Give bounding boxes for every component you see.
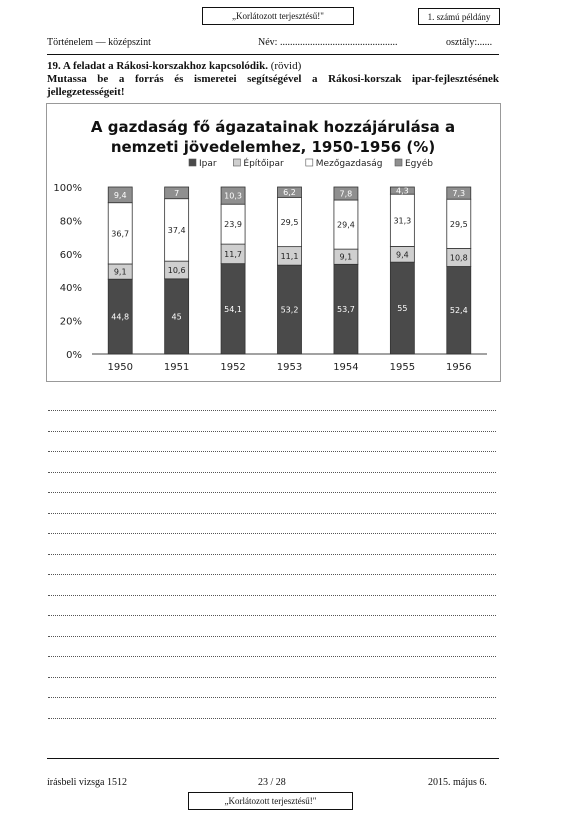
exam-id: írásbeli vizsga 1512: [47, 777, 127, 788]
data-label: 31,3: [393, 216, 412, 226]
legend-swatch-0: [189, 159, 196, 166]
y-tick-label: 40%: [59, 283, 82, 295]
answer-line[interactable]: [48, 554, 496, 555]
data-label: 53,2: [280, 305, 299, 315]
x-tick-label: 1955: [389, 362, 416, 373]
y-tick-label: 20%: [59, 316, 82, 328]
y-tick-label: 60%: [59, 249, 82, 261]
answer-line[interactable]: [48, 636, 496, 637]
task-title-note: (rövid): [267, 60, 302, 72]
restricted-distribution-banner: „Korlátozott terjesztésű!": [202, 7, 354, 25]
data-label: 54,1: [224, 304, 242, 314]
data-label: 36,7: [111, 229, 130, 239]
data-label: 37,4: [167, 225, 186, 235]
task-block: [47, 60, 499, 99]
y-tick-label: 80%: [59, 216, 82, 228]
x-tick-label: 1953: [276, 362, 303, 373]
x-tick-label: 1952: [220, 362, 246, 373]
answer-line[interactable]: [48, 595, 496, 596]
x-tick-label: 1954: [333, 362, 359, 373]
data-label: 23,9: [224, 220, 242, 230]
legend-swatch-2: [306, 159, 313, 166]
y-tick-label: 0%: [66, 350, 82, 361]
data-label: 10,8: [449, 253, 468, 263]
answer-line[interactable]: [48, 718, 496, 719]
data-label: 9,4: [113, 190, 127, 200]
chart-title-line-2: nemzeti jövedelemhez, 1950-1956 (%): [110, 138, 436, 156]
data-label: 44,8: [111, 312, 130, 322]
data-label: 52,4: [449, 306, 468, 316]
task-question: [47, 73, 499, 99]
restricted-distribution-banner-bottom: „Korlátozott terjesztésű!": [188, 792, 353, 810]
answer-line[interactable]: [48, 492, 496, 493]
answer-line[interactable]: [48, 533, 496, 534]
y-tick-label: 100%: [53, 183, 82, 194]
answer-line[interactable]: [48, 574, 496, 575]
legend-swatch-3: [395, 159, 402, 166]
data-label: 10,6: [167, 265, 186, 275]
data-label: 29,4: [337, 220, 355, 230]
data-label: 9,4: [395, 250, 409, 260]
data-label: 29,5: [449, 219, 468, 229]
data-label: 55: [397, 304, 408, 314]
answer-line[interactable]: [48, 656, 496, 657]
data-label: 11,7: [224, 249, 242, 259]
answer-line[interactable]: [48, 472, 496, 473]
x-tick-label: 1951: [163, 362, 190, 373]
data-label: 53,7: [337, 305, 355, 315]
header-rule: [47, 54, 499, 55]
data-label: 7: [174, 188, 180, 198]
data-label: 6,2: [283, 188, 296, 198]
stacked-bar-chart: [47, 104, 500, 381]
chart-frame: [46, 103, 501, 382]
answer-line[interactable]: [48, 410, 496, 411]
page-number: 23 / 28: [258, 777, 286, 788]
copy-number-box: 1. számú példány: [418, 8, 500, 25]
data-label: 29,5: [280, 217, 299, 227]
exam-date: 2015. május 6.: [428, 777, 487, 788]
answer-line[interactable]: [48, 615, 496, 616]
task-question-text: Mutassa be a forrás és ismeretei segítségével a Rákosi-korszak ipar-fejlesztésének jellegzetességeit!: [47, 73, 499, 98]
answer-line[interactable]: [48, 513, 496, 514]
class-field-line: osztály:......: [446, 37, 493, 48]
data-label: 45: [171, 312, 182, 322]
chart-title-line-1: A gazdaság fő ágazatainak hozzájárulása a: [90, 118, 456, 136]
data-label: 10,3: [224, 191, 242, 201]
legend-label-1: Építőipar: [243, 159, 284, 169]
data-label: 7,8: [339, 189, 353, 199]
task-title: [47, 60, 499, 73]
data-label: 4,3: [395, 186, 409, 196]
data-label: 9,1: [113, 267, 127, 277]
answer-line[interactable]: [48, 431, 496, 432]
x-tick-label: 1956: [446, 362, 472, 373]
legend-label-2: Mezőgazdaság: [315, 159, 383, 169]
name-field-line: Név: ...............................................: [258, 37, 398, 48]
footer-rule: [47, 758, 499, 759]
data-label: 7,3: [452, 189, 466, 199]
answer-line[interactable]: [48, 697, 496, 698]
answer-line[interactable]: [48, 677, 496, 678]
x-tick-label: 1950: [107, 362, 133, 373]
legend-swatch-1: [233, 159, 240, 166]
data-label: 11,1: [280, 251, 299, 261]
legend-label-0: Ipar: [199, 159, 217, 169]
data-label: 9,1: [339, 252, 353, 262]
legend-label-3: Egyéb: [405, 159, 433, 169]
subject-label: Történelem — középszint: [47, 37, 151, 48]
answer-line[interactable]: [48, 451, 496, 452]
task-title-bold: 19. A feladat a Rákosi-korszakhoz kapcsolódik.: [47, 60, 268, 72]
